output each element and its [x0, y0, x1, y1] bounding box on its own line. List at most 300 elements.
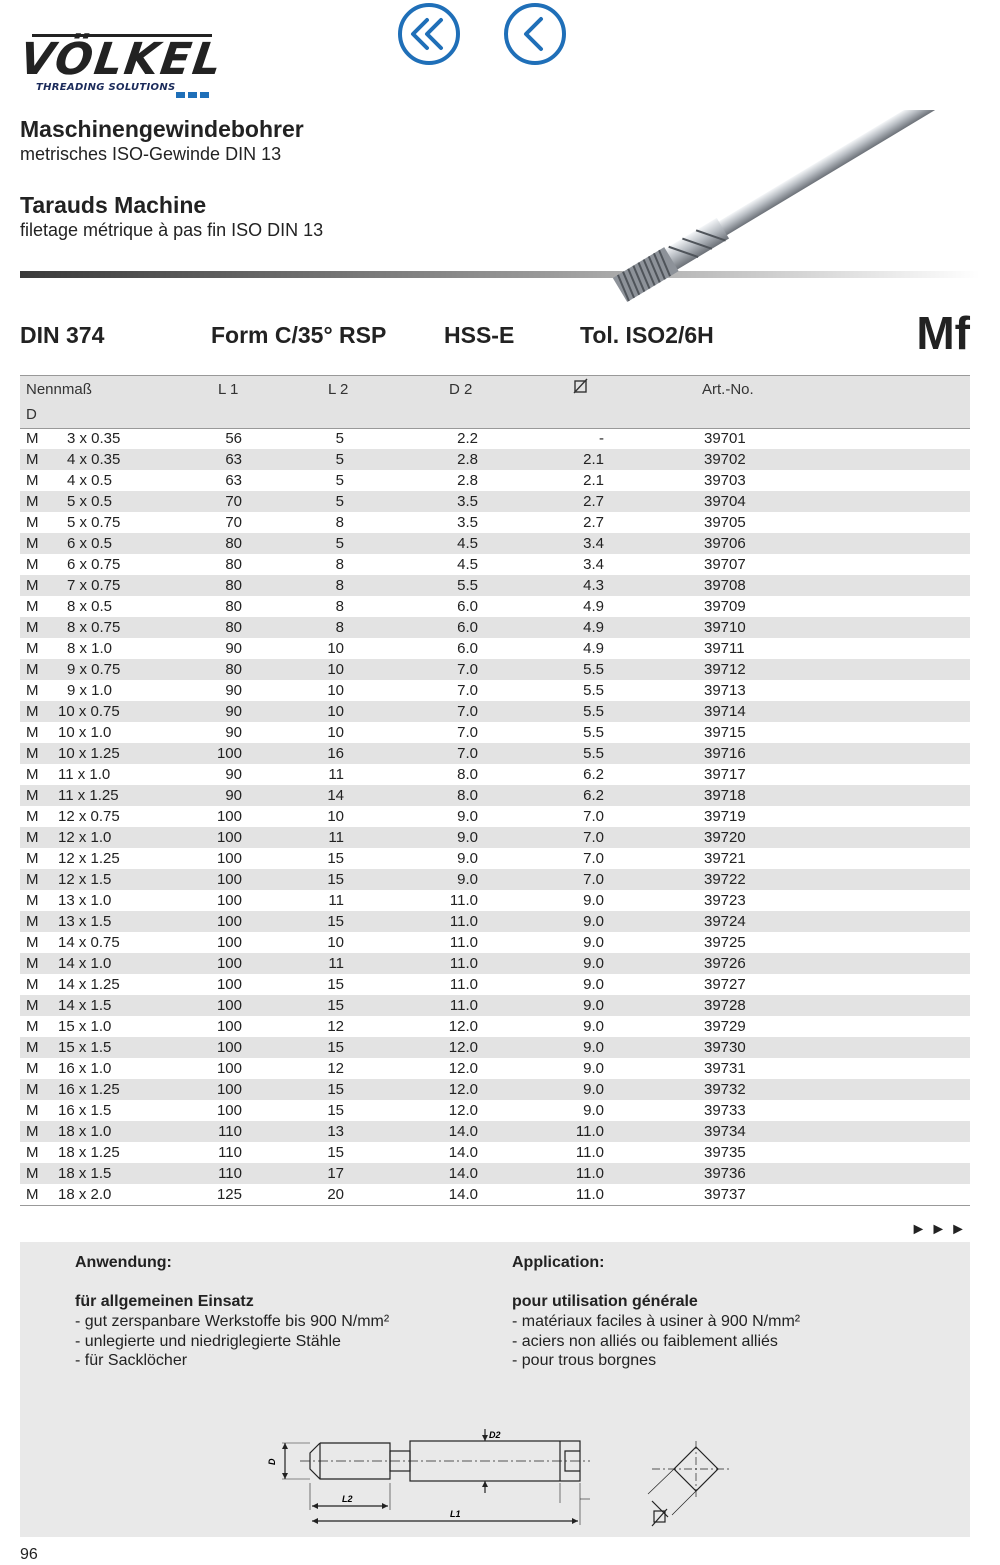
square-drive-icon [573, 378, 589, 398]
row-size: 18 x 2.0 [58, 1186, 112, 1203]
row-l2: 8 [335, 619, 344, 636]
row-thread-prefix: M [26, 619, 39, 636]
row-art-no: 39719 [704, 808, 746, 825]
row-l2: 10 [327, 934, 344, 951]
application-box [20, 1242, 970, 1537]
row-l1: 100 [216, 976, 242, 993]
row-square: 2.1 [583, 451, 604, 468]
table-row [20, 785, 970, 806]
row-square: 5.5 [583, 682, 604, 699]
row-size: 8 x 1.0 [67, 640, 113, 657]
row-art-no: 39713 [704, 682, 746, 699]
row-art-no: 39729 [704, 1018, 746, 1035]
table-row [20, 470, 970, 491]
table-row [20, 764, 970, 785]
table-row [20, 596, 970, 617]
row-l2: 11 [328, 955, 344, 972]
row-d2: 14.0 [448, 1186, 478, 1203]
row-thread-prefix: M [26, 451, 39, 468]
row-thread-prefix: M [26, 850, 39, 867]
row-size: 11 x 1.0 [58, 766, 111, 783]
row-art-no: 39703 [704, 472, 746, 489]
row-art-no: 39726 [704, 955, 746, 972]
row-l1: 90 [225, 724, 242, 741]
row-thread-prefix: M [26, 871, 39, 888]
row-art-no: 39728 [704, 997, 746, 1014]
row-d2: 7.0 [457, 724, 478, 741]
row-l2: 15 [327, 850, 344, 867]
row-square: 4.9 [583, 640, 604, 657]
row-l1: 110 [218, 1123, 242, 1140]
row-art-no: 39722 [704, 871, 746, 888]
application-line-de: - unlegierte und niedriglegierte Stähle [75, 1332, 341, 1350]
row-size: 15 x 1.0 [58, 1018, 112, 1035]
label-l2: L2 [342, 1494, 353, 1504]
row-l2: 10 [327, 703, 344, 720]
row-d2: 7.0 [457, 661, 478, 678]
previous-page-button[interactable] [503, 2, 567, 66]
row-l2: 10 [327, 640, 344, 657]
title-german: Maschinengewindebohrer [20, 116, 304, 142]
row-l1: 100 [216, 1060, 242, 1077]
label-d2: D2 [489, 1430, 501, 1440]
row-thread-prefix: M [26, 1018, 39, 1035]
row-square: 9.0 [583, 1102, 604, 1119]
row-size: 13 x 1.0 [58, 892, 112, 909]
row-thread-prefix: M [26, 430, 39, 447]
row-d2: 3.5 [457, 514, 478, 531]
row-l2: 10 [327, 724, 344, 741]
table-row [20, 659, 970, 680]
row-art-no: 39708 [704, 577, 746, 594]
row-art-no: 39709 [704, 598, 746, 615]
table-row [20, 890, 970, 911]
row-l2: 8 [335, 556, 344, 573]
row-square: - [599, 430, 604, 447]
table-row [20, 848, 970, 869]
row-thread-prefix: M [26, 1102, 39, 1119]
row-thread-prefix: M [26, 556, 39, 573]
row-d2: 6.0 [457, 598, 478, 615]
row-l2: 15 [327, 1144, 344, 1161]
row-size: 9 x 1.0 [67, 682, 113, 699]
row-thread-prefix: M [26, 745, 39, 762]
row-square: 5.5 [583, 745, 604, 762]
table-row [20, 1121, 970, 1142]
row-thread-prefix: M [26, 892, 39, 909]
header-nominal: Nennmaß [26, 381, 92, 398]
tap-product-image [20, 110, 980, 310]
row-l1: 80 [225, 619, 242, 636]
row-l1: 110 [218, 1165, 242, 1182]
row-size: 14 x 1.5 [58, 997, 112, 1014]
subtitle-french: filetage métrique à pas fin ISO DIN 13 [20, 220, 324, 240]
row-size: 11 x 1.25 [58, 787, 119, 804]
row-l2: 8 [335, 598, 344, 615]
row-size: 14 x 1.0 [58, 955, 112, 972]
row-square: 5.5 [583, 724, 604, 741]
row-l1: 80 [225, 556, 242, 573]
row-art-no: 39704 [704, 493, 746, 510]
row-art-no: 39737 [704, 1186, 746, 1203]
row-art-no: 39733 [704, 1102, 746, 1119]
table-row [20, 806, 970, 827]
row-square: 9.0 [583, 1039, 604, 1056]
row-l1: 100 [216, 829, 242, 846]
row-art-no: 39718 [704, 787, 746, 804]
row-thread-prefix: M [26, 1144, 39, 1161]
row-thread-prefix: M [26, 976, 39, 993]
row-square: 9.0 [583, 976, 604, 993]
row-square: 2.7 [583, 514, 604, 531]
row-art-no: 39715 [704, 724, 746, 741]
row-l2: 15 [327, 1102, 344, 1119]
row-thread-prefix: M [26, 997, 39, 1014]
header-d: D [26, 406, 37, 423]
subtitle-german: metrisches ISO-Gewinde DIN 13 [20, 144, 282, 164]
row-square: 5.5 [583, 661, 604, 678]
application-line-de: - gut zerspanbare Werkstoffe bis 900 N/mm² [75, 1313, 390, 1330]
row-square: 11.0 [575, 1123, 604, 1140]
row-thread-prefix: M [26, 1186, 39, 1203]
application-list-fr [512, 1312, 800, 1371]
row-l1: 100 [216, 1039, 242, 1056]
row-art-no: 39732 [704, 1081, 746, 1098]
table-row [20, 449, 970, 470]
row-thread-prefix: M [26, 1165, 39, 1182]
table-row [20, 680, 970, 701]
application-heading-fr: Application: [512, 1254, 605, 1271]
row-l2: 5 [335, 472, 344, 489]
row-art-no: 39735 [704, 1144, 746, 1161]
row-square: 9.0 [583, 955, 604, 972]
application-subheading-fr: pour utilisation générale [512, 1293, 698, 1310]
table-row [20, 512, 970, 533]
row-size: 12 x 1.0 [58, 829, 112, 846]
row-thread-prefix: M [26, 514, 39, 531]
table-row [20, 428, 970, 449]
table-row [20, 638, 970, 659]
row-l1: 90 [225, 640, 242, 657]
row-size: 4 x 0.35 [67, 451, 121, 468]
row-thread-prefix: M [26, 955, 39, 972]
row-thread-prefix: M [26, 535, 39, 552]
row-thread-prefix: M [26, 766, 39, 783]
row-l2: 5 [335, 430, 344, 447]
row-square: 11.0 [575, 1144, 604, 1161]
label-l1: L1 [450, 1509, 461, 1519]
row-d2: 12.0 [448, 1102, 478, 1119]
table-row [20, 932, 970, 953]
row-art-no: 39711 [704, 640, 745, 657]
row-l1: 63 [225, 451, 242, 468]
row-art-no: 39705 [704, 514, 746, 531]
table-row [20, 491, 970, 512]
row-art-no: 39702 [704, 451, 746, 468]
row-thread-prefix: M [26, 598, 39, 615]
row-d2: 3.5 [457, 493, 478, 510]
row-square: 9.0 [583, 934, 604, 951]
row-art-no: 39725 [704, 934, 746, 951]
row-l1: 100 [216, 997, 242, 1014]
first-page-button[interactable] [397, 2, 461, 66]
row-l1: 110 [218, 1144, 242, 1161]
table-row [20, 1163, 970, 1184]
row-square: 4.3 [583, 577, 604, 594]
row-l1: 90 [225, 766, 242, 783]
row-square: 5.5 [583, 703, 604, 720]
table-row [20, 974, 970, 995]
row-size: 8 x 0.5 [67, 598, 113, 615]
continue-marker[interactable]: ►►► [910, 1221, 970, 1238]
row-art-no: 39720 [704, 829, 746, 846]
row-size: 13 x 1.5 [58, 913, 112, 930]
row-l1: 100 [216, 934, 242, 951]
logo-dots [176, 85, 212, 103]
row-art-no: 39730 [704, 1039, 746, 1056]
row-art-no: 39736 [704, 1165, 746, 1182]
header-l2: L 2 [328, 381, 349, 398]
row-square: 7.0 [583, 808, 604, 825]
table-row [20, 701, 970, 722]
row-l2: 8 [335, 514, 344, 531]
row-thread-prefix: M [26, 1039, 39, 1056]
row-l2: 12 [327, 1060, 344, 1077]
tap-technical-drawing [260, 1427, 740, 1532]
table-row [20, 911, 970, 932]
row-l2: 11 [328, 766, 344, 783]
row-thread-prefix: M [26, 661, 39, 678]
row-thread-prefix: M [26, 682, 39, 699]
row-square: 4.9 [583, 619, 604, 636]
row-l2: 11 [328, 892, 344, 909]
row-l2: 8 [335, 577, 344, 594]
spec-form: Form C/35° RSP [211, 322, 387, 348]
row-d2: 14.0 [448, 1123, 478, 1140]
row-l1: 100 [216, 850, 242, 867]
label-d: D [267, 1458, 277, 1465]
row-art-no: 39723 [704, 892, 746, 909]
row-art-no: 39710 [704, 619, 746, 636]
row-size: 5 x 0.5 [67, 493, 113, 510]
row-size: 15 x 1.5 [58, 1039, 112, 1056]
row-thread-prefix: M [26, 829, 39, 846]
row-d2: 9.0 [457, 871, 478, 888]
row-d2: 8.0 [457, 766, 478, 783]
row-l1: 100 [216, 1081, 242, 1098]
table-row [20, 743, 970, 764]
row-l2: 5 [335, 451, 344, 468]
application-subheading-de: für allgemeinen Einsatz [75, 1293, 254, 1310]
table-row [20, 554, 970, 575]
row-art-no: 39727 [704, 976, 746, 993]
row-square: 3.4 [583, 556, 604, 573]
row-size: 16 x 1.0 [58, 1060, 112, 1077]
table-row [20, 1100, 970, 1121]
row-size: 16 x 1.5 [58, 1102, 112, 1119]
row-thread-prefix: M [26, 913, 39, 930]
row-l2: 15 [327, 913, 344, 930]
application-heading-de: Anwendung: [75, 1254, 172, 1271]
row-l1: 100 [216, 871, 242, 888]
title-french: Tarauds Machine [20, 192, 207, 218]
row-d2: 9.0 [457, 829, 478, 846]
row-art-no: 39734 [704, 1123, 746, 1140]
row-l2: 10 [327, 808, 344, 825]
row-d2: 11.0 [449, 976, 478, 993]
row-thread-prefix: M [26, 493, 39, 510]
row-l1: 90 [225, 682, 242, 699]
row-d2: 7.0 [457, 682, 478, 699]
row-size: 9 x 0.75 [67, 661, 121, 678]
row-size: 16 x 1.25 [58, 1081, 120, 1098]
row-size: 12 x 0.75 [58, 808, 120, 825]
brand-name: VÖLKEL [16, 34, 227, 85]
spec-din: DIN 374 [20, 322, 105, 348]
row-size: 8 x 0.75 [67, 619, 121, 636]
spec-tolerance: Tol. ISO2/6H [580, 322, 714, 348]
table-row [20, 617, 970, 638]
spec-material: HSS-E [444, 322, 515, 348]
row-thread-prefix: M [26, 640, 39, 657]
row-l2: 16 [327, 745, 344, 762]
row-square: 4.9 [583, 598, 604, 615]
row-size: 7 x 0.75 [67, 577, 121, 594]
row-art-no: 39707 [704, 556, 746, 573]
row-l2: 5 [335, 535, 344, 552]
table-row [20, 533, 970, 554]
product-table-body [20, 428, 970, 1205]
row-thread-prefix: M [26, 808, 39, 825]
row-size: 12 x 1.25 [58, 850, 120, 867]
row-l2: 17 [327, 1165, 344, 1182]
row-square: 2.1 [583, 472, 604, 489]
row-square: 11.0 [575, 1165, 604, 1182]
row-d2: 11.0 [449, 955, 478, 972]
row-size: 18 x 1.0 [58, 1123, 112, 1140]
row-size: 18 x 1.25 [58, 1144, 120, 1161]
row-square: 11.0 [575, 1186, 604, 1203]
row-size: 10 x 0.75 [58, 703, 120, 720]
row-d2: 14.0 [448, 1165, 478, 1182]
table-row [20, 722, 970, 743]
row-l1: 56 [225, 430, 242, 447]
row-l1: 90 [225, 787, 242, 804]
row-square: 9.0 [583, 892, 604, 909]
row-square: 7.0 [583, 850, 604, 867]
row-d2: 5.5 [457, 577, 478, 594]
row-square: 9.0 [583, 1081, 604, 1098]
row-l1: 80 [225, 535, 242, 552]
row-art-no: 39717 [704, 766, 746, 783]
row-d2: 11.0 [449, 997, 478, 1014]
row-d2: 9.0 [457, 850, 478, 867]
row-square: 7.0 [583, 829, 604, 846]
table-header [20, 375, 970, 429]
row-art-no: 39714 [704, 703, 746, 720]
row-size: 5 x 0.75 [67, 514, 121, 531]
table-row [20, 1016, 970, 1037]
row-l1: 100 [216, 808, 242, 825]
brand-tagline: THREADING SOLUTIONS [36, 82, 176, 93]
thread-code: Mf [916, 307, 970, 359]
row-square: 3.4 [583, 535, 604, 552]
row-l1: 100 [216, 955, 242, 972]
row-l2: 13 [327, 1123, 344, 1140]
table-row [20, 995, 970, 1016]
row-size: 10 x 1.0 [58, 724, 112, 741]
row-l1: 100 [216, 1102, 242, 1119]
row-thread-prefix: M [26, 1081, 39, 1098]
row-l1: 70 [225, 514, 242, 531]
row-size: 10 x 1.25 [58, 745, 120, 762]
application-line-fr: - pour trous borgnes [512, 1352, 657, 1369]
row-d2: 12.0 [448, 1060, 478, 1077]
row-d2: 7.0 [457, 703, 478, 720]
row-l1: 100 [216, 1018, 242, 1035]
row-d2: 12.0 [448, 1039, 478, 1056]
row-l2: 15 [327, 997, 344, 1014]
row-size: 12 x 1.5 [58, 871, 112, 888]
chevron-left-icon [503, 2, 567, 66]
row-d2: 8.0 [457, 787, 478, 804]
row-thread-prefix: M [26, 787, 39, 804]
table-row [20, 1058, 970, 1079]
row-d2: 7.0 [457, 745, 478, 762]
row-square: 9.0 [583, 1060, 604, 1077]
row-l2: 10 [327, 661, 344, 678]
row-l1: 100 [216, 745, 242, 762]
row-l2: 5 [335, 493, 344, 510]
row-square: 9.0 [583, 997, 604, 1014]
row-art-no: 39706 [704, 535, 746, 552]
table-bottom-rule [20, 1205, 970, 1206]
row-size: 4 x 0.5 [67, 472, 113, 489]
row-l2: 10 [327, 682, 344, 699]
row-art-no: 39724 [704, 913, 746, 930]
row-l2: 20 [327, 1186, 344, 1203]
row-l1: 70 [225, 493, 242, 510]
row-d2: 2.8 [457, 451, 478, 468]
row-d2: 2.8 [457, 472, 478, 489]
table-row [20, 575, 970, 596]
row-size: 18 x 1.5 [58, 1165, 112, 1182]
row-size: 6 x 0.75 [67, 556, 121, 573]
table-row [20, 1037, 970, 1058]
row-d2: 6.0 [457, 619, 478, 636]
row-square: 6.2 [583, 766, 604, 783]
row-d2: 4.5 [457, 556, 478, 573]
row-d2: 12.0 [448, 1018, 478, 1035]
table-row [20, 953, 970, 974]
row-thread-prefix: M [26, 703, 39, 720]
row-size: 6 x 0.5 [67, 535, 113, 552]
application-list-de [75, 1312, 389, 1371]
application-line-de: - für Sacklöcher [75, 1352, 188, 1369]
row-l2: 15 [327, 1039, 344, 1056]
row-l2: 15 [327, 871, 344, 888]
table-row [20, 1079, 970, 1100]
row-square: 9.0 [583, 913, 604, 930]
row-l2: 11 [328, 829, 344, 846]
row-d2: 4.5 [457, 535, 478, 552]
row-art-no: 39721 [704, 850, 746, 867]
row-l1: 100 [216, 913, 242, 930]
table-row [20, 869, 970, 890]
row-thread-prefix: M [26, 934, 39, 951]
row-l1: 100 [216, 892, 242, 909]
application-line-fr: - aciers non alliés ou faiblement alliés [512, 1332, 778, 1350]
